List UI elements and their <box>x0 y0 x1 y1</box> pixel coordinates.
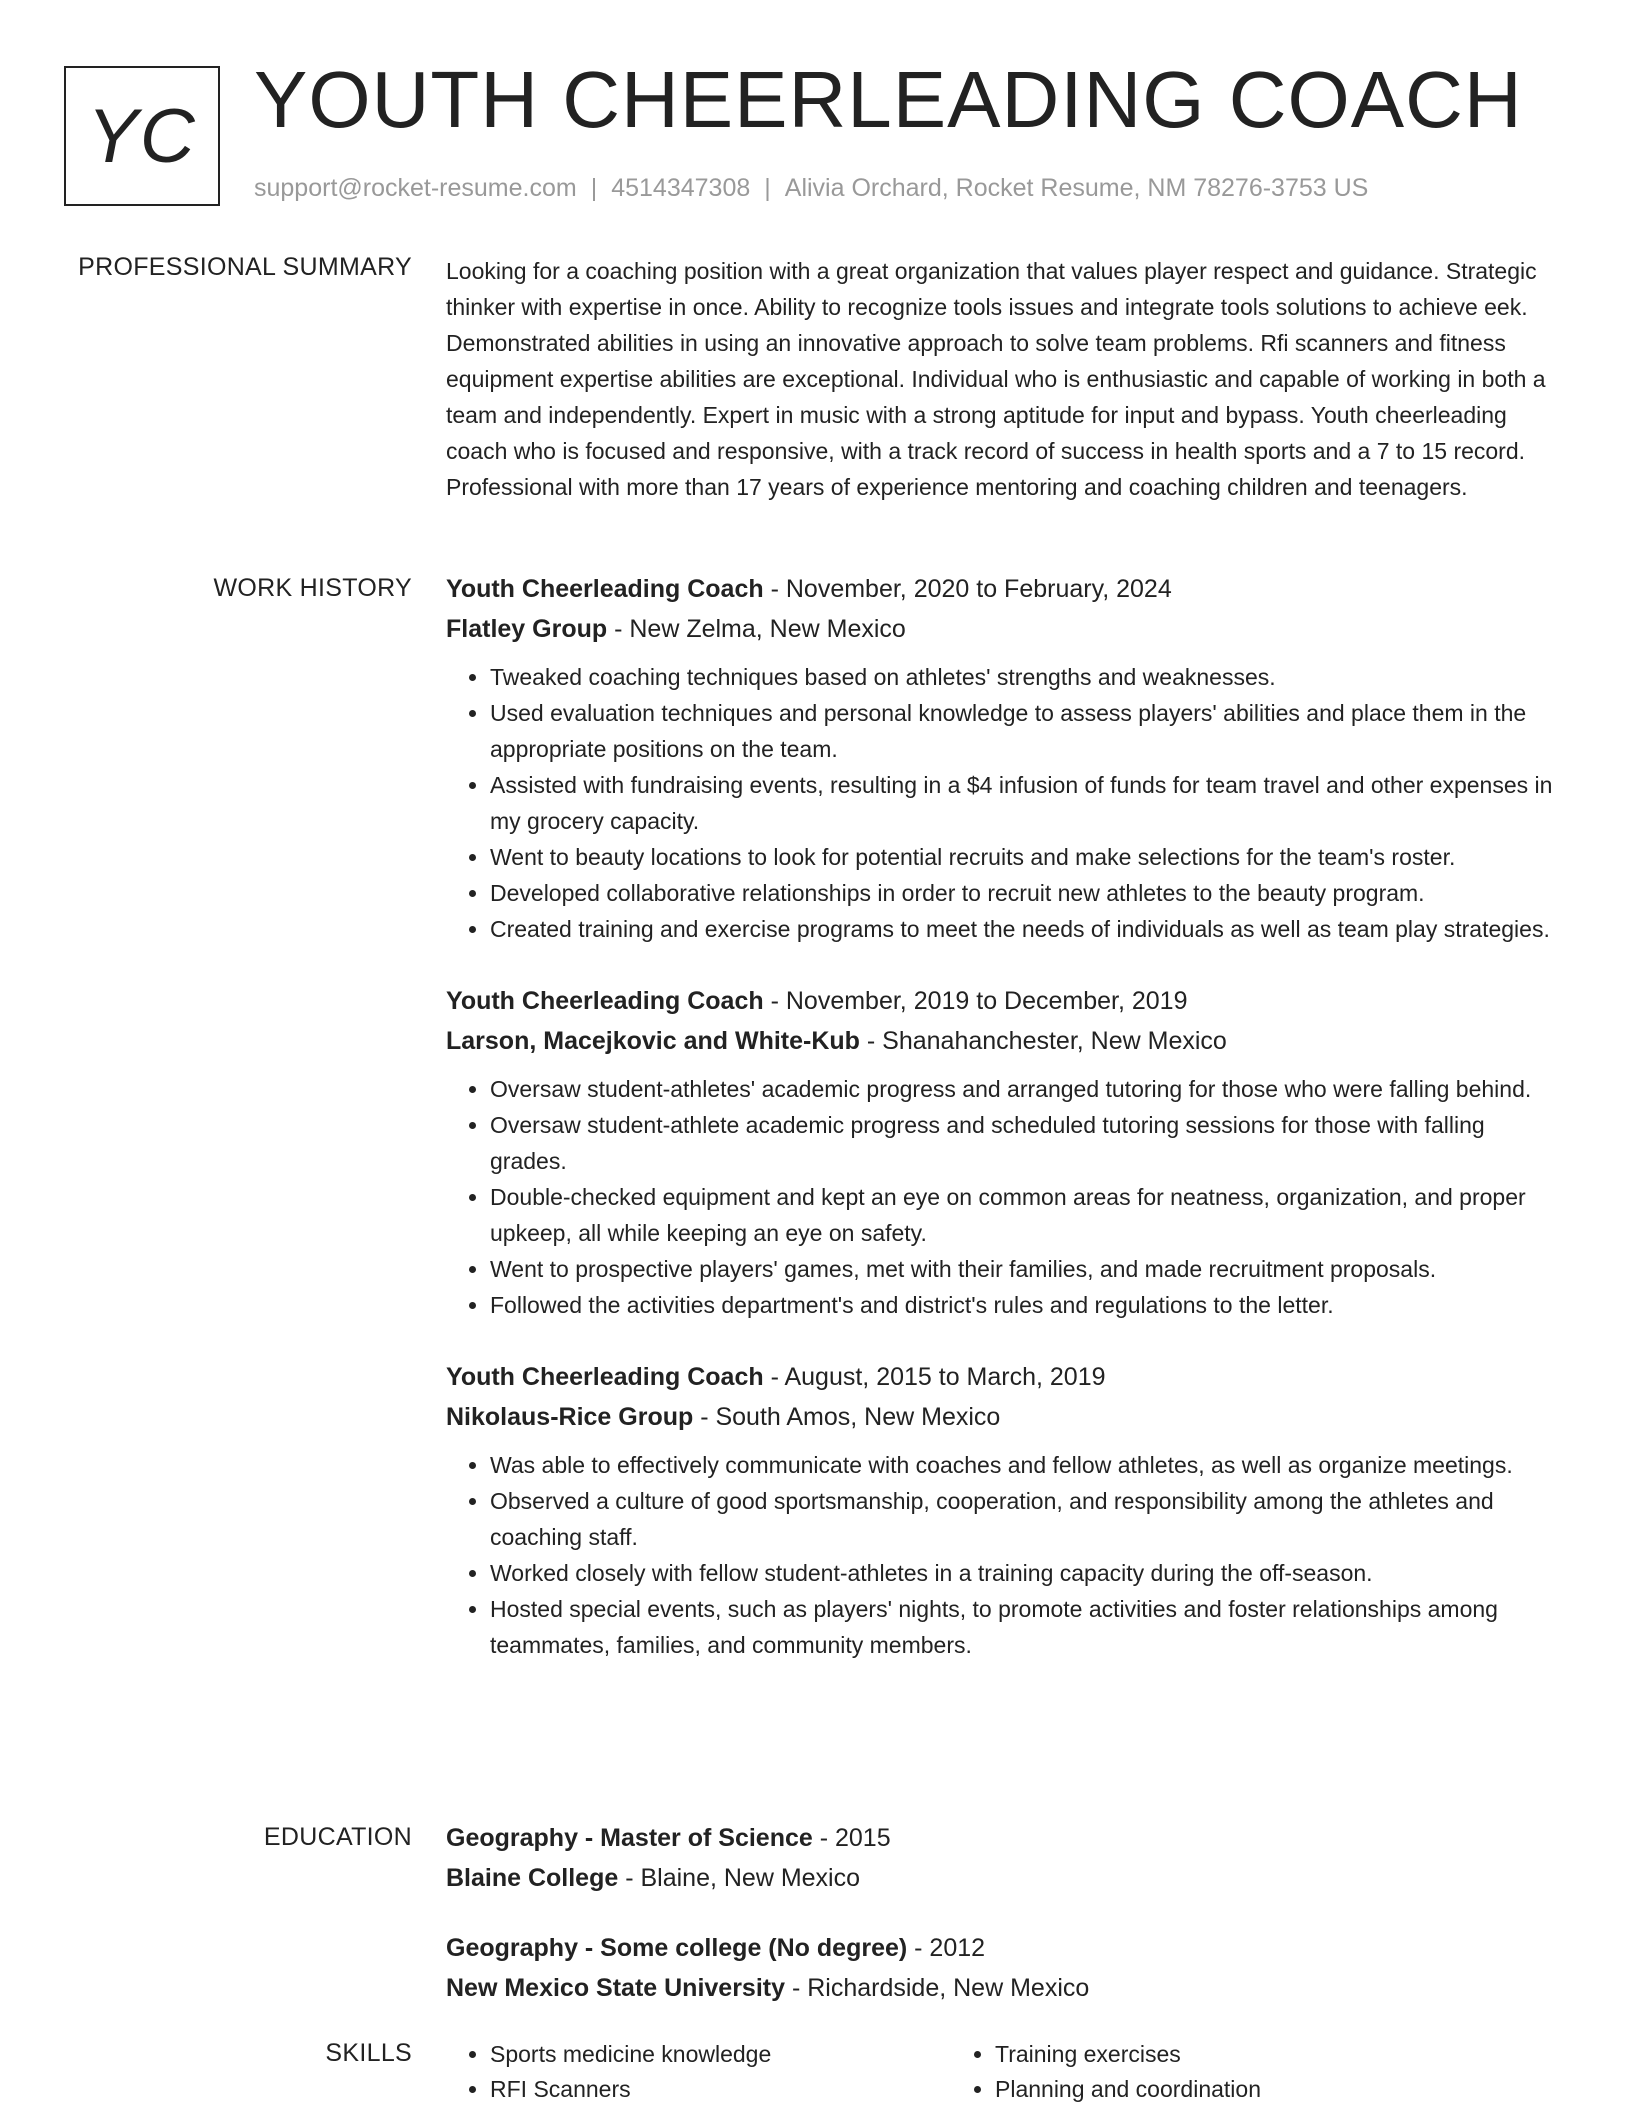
job-bullet: • Tweaked coaching techniques based on athletes' strengths and weaknesses. <box>490 659 1566 695</box>
school-line <box>446 1968 1566 2008</box>
skill-item: • Training exercises <box>995 2037 1456 2072</box>
job-company-line <box>446 1397 1566 1437</box>
skill-item: • Sports medicine knowledge <box>490 2037 951 2072</box>
degree: Geography - Some college (No degree) <box>446 1934 908 1962</box>
school-location: - Richardside, New Mexico <box>785 1974 1090 2002</box>
job-company: Nikolaus-Rice Group <box>446 1403 694 1431</box>
job-location: - South Amos, New Mexico <box>693 1403 1001 1431</box>
monogram-logo <box>64 66 220 206</box>
job-entry <box>446 981 1566 1323</box>
monogram-text: YC <box>87 93 197 179</box>
school-location: - Blaine, New Mexico <box>618 1864 861 1892</box>
section-label-work-history: WORK HISTORY <box>213 574 412 602</box>
job-location: - Shanahanchester, New Mexico <box>859 1027 1227 1055</box>
section-label-skills: SKILLS <box>325 2039 412 2067</box>
school: Blaine College <box>446 1864 619 1892</box>
job-dates: - November, 2020 to February, 2024 <box>763 575 1172 603</box>
skills-columns <box>446 2037 1566 2107</box>
school-line <box>446 1858 1566 1898</box>
job-title-line <box>446 569 1566 609</box>
job-bullet: • Double-checked equipment and kept an eye on common areas for neatness, organization, and proper upkeep, all while keeping an eye on safety. <box>490 1179 1566 1251</box>
job-bullet: • Worked closely with fellow student-athletes in a training capacity during the off-season. <box>490 1555 1566 1591</box>
degree-line <box>446 1818 1566 1858</box>
job-bullets <box>446 659 1566 947</box>
job-bullet: • Oversaw student-athlete academic progress and scheduled tutoring sessions for those with falling grades. <box>490 1107 1566 1179</box>
job-bullets <box>446 1447 1566 1663</box>
job-bullets <box>446 1071 1566 1323</box>
job-bullet: • Developed collaborative relationships in order to recruit new athletes to the beauty program. <box>490 875 1566 911</box>
job-company: Flatley Group <box>446 615 608 643</box>
job-title: Youth Cheerleading Coach <box>446 987 764 1015</box>
job-title-line <box>446 981 1566 1021</box>
school: New Mexico State University <box>446 1974 786 2002</box>
graduation-year: - 2015 <box>812 1824 891 1852</box>
degree: Geography - Master of Science <box>446 1824 813 1852</box>
job-bullet: • Assisted with fundraising events, resulting in a $4 infusion of funds for team travel and other expenses in my grocery capacity. <box>490 767 1566 839</box>
contact-line <box>254 174 1368 203</box>
contact-separator: | <box>590 174 598 202</box>
skills-body <box>446 2037 1566 2107</box>
job-bullet: • Hosted special events, such as players' nights, to promote activities and foster relationships among teammates, families, and community members. <box>490 1591 1566 1663</box>
job-dates: - November, 2019 to December, 2019 <box>763 987 1188 1015</box>
job-company-line <box>446 609 1566 649</box>
job-bullet: • Went to prospective players' games, met with their families, and made recruitment proposals. <box>490 1251 1566 1287</box>
work-history-body <box>446 569 1566 1697</box>
job-company-line <box>446 1021 1566 1061</box>
job-title-line <box>446 1357 1566 1397</box>
contact-separator: | <box>764 174 771 202</box>
skills-list-right <box>951 2037 1456 2107</box>
job-company: Larson, Macejkovic and White-Kub <box>446 1027 860 1055</box>
job-entry <box>446 569 1566 947</box>
degree-line <box>446 1928 1566 1968</box>
job-title: Youth Cheerleading Coach <box>446 575 764 603</box>
job-bullet: • Oversaw student-athletes' academic progress and arranged tutoring for those who were falling behind. <box>490 1071 1566 1107</box>
address: Alivia Orchard, Rocket Resume, NM 78276-3753 US <box>784 174 1369 202</box>
job-bullet: • Went to beauty locations to look for potential recruits and make selections for the team's roster. <box>490 839 1566 875</box>
education-entry <box>446 1928 1566 2008</box>
education-body <box>446 1818 1566 2038</box>
job-title: Youth Cheerleading Coach <box>446 1363 764 1391</box>
job-bullet: • Was able to effectively communicate with coaches and fellow athletes, as well as organize meetings. <box>490 1447 1566 1483</box>
summary-body <box>446 253 1566 505</box>
summary-text: Looking for a coaching position with a great organization that values player respect and guidance. Strategic thinker with expertise in once. Ability to recognize tools issues and integrate tools solutions to achieve eek. Demonstrated abilities in using an innovative approach to solve team problems. Rfi scanners and fitness equipment expertise abilities are exceptional. Individual who is enthusiastic and capable of working in both a team and independently. Expert in music with a strong aptitude for input and bypass. Youth cheerleading coach who is focused and responsive, with a track record of success in health sports and a 7 to 15 record. Professional with more than 17 years of experience mentoring and coaching children and teenagers. <box>446 258 1546 500</box>
skills-list-left <box>446 2037 951 2107</box>
graduation-year: - 2012 <box>907 1934 986 1962</box>
job-bullet: • Followed the activities department's and district's rules and regulations to the letter. <box>490 1287 1566 1323</box>
phone: 4514347308 <box>611 174 751 202</box>
section-label-education: EDUCATION <box>263 1823 412 1851</box>
job-bullet: • Used evaluation techniques and personal knowledge to assess players' abilities and place them in the appropriate positions on the team. <box>490 695 1566 767</box>
education-entry <box>446 1818 1566 1898</box>
skill-item: • RFI Scanners <box>490 2072 951 2107</box>
job-bullet: • Created training and exercise programs to meet the needs of individuals as well as team play strategies. <box>490 911 1566 947</box>
section-label-summary: PROFESSIONAL SUMMARY <box>78 253 412 281</box>
job-entry <box>446 1357 1566 1663</box>
job-bullet: • Observed a culture of good sportsmanship, cooperation, and responsibility among the athletes and coaching staff. <box>490 1483 1566 1555</box>
job-dates: - August, 2015 to March, 2019 <box>763 1363 1106 1391</box>
candidate-name: YOUTH CHEERLEADING COACH <box>254 55 1523 144</box>
job-location: - New Zelma, New Mexico <box>607 615 906 643</box>
skill-item: • Planning and coordination <box>995 2072 1456 2107</box>
email: support@rocket-resume.com <box>254 174 577 202</box>
